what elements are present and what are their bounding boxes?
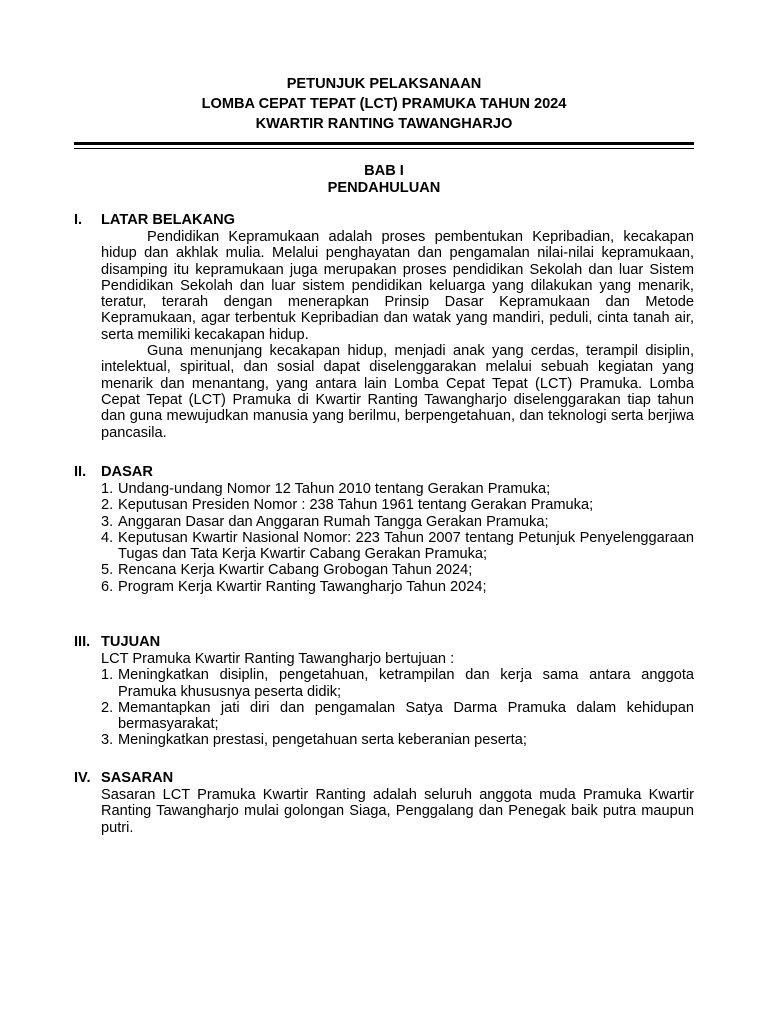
- list-item: 2. Keputusan Presiden Nomor : 238 Tahun 1961 tentang Gerakan Pramuka;: [101, 497, 594, 514]
- chapter-title: BAB I: [364, 163, 404, 179]
- section-sasaran: [74, 770, 694, 836]
- paragraph: Guna menunjang kecakapan hidup, menjadi anak yang cerdas, terampil disiplin, intelektual, spiritual, dan sosial dapat diselenggarakan melalui sebuah kegiatan yang menarik dan menantang, yang antara lain Lomba Cepat Tepat (LCT) Pramuka. Lomba Cepat Tepat (LCT) Pramuka di Kwartir Ranting Tawangharjo diselenggarakan tiap tahun dan guna mewujudkan manusia yang berilmu, berpengetahuan, dan teknologi serta berjiwa pancasila.: [101, 343, 694, 441]
- section-title: SASARAN: [101, 770, 174, 786]
- section-body: [101, 229, 694, 441]
- section-body: [101, 651, 694, 749]
- header-organization: KWARTIR RANTING TAWANGHARJO: [255, 116, 513, 132]
- list-item: 3. Anggaran Dasar dan Anggaran Rumah Tangga Gerakan Pramuka;: [101, 513, 549, 530]
- section-number: II.: [74, 464, 87, 480]
- list-item: 1. Meningkatkan disiplin, pengetahuan, ketrampilan dan kerja sama antara anggota Pramuka khususnya peserta didik;: [101, 667, 694, 700]
- header-rule-thin: [74, 148, 694, 149]
- section-intro: LCT Pramuka Kwartir Ranting Tawangharjo bertujuan :: [101, 651, 455, 667]
- numbered-list: [101, 667, 694, 748]
- list-item: 5. Rencana Kerja Kwartir Cabang Grobogan Tahun 2024;: [101, 562, 473, 579]
- section-body: [101, 787, 694, 836]
- section-latar-belakang: [74, 212, 694, 441]
- paragraph: Sasaran LCT Pramuka Kwartir Ranting adalah seluruh anggota muda Pramuka Kwartir Ranting Tawangharjo mulai golongan Siaga, Penggalang dan Penegak baik putra maupun putri.: [101, 787, 694, 836]
- section-heading: [74, 212, 694, 229]
- chapter-subtitle: PENDAHULUAN: [327, 180, 441, 196]
- list-item: 1. Undang-undang Nomor 12 Tahun 2010 tentang Gerakan Pramuka;: [101, 481, 551, 497]
- list-item: 6. Program Kerja Kwartir Ranting Tawangharjo Tahun 2024;: [101, 578, 487, 595]
- document-header: [74, 74, 694, 134]
- list-item: 3. Meningkatkan prestasi, pengetahuan serta keberanian peserta;: [101, 732, 527, 749]
- section-title: DASAR: [101, 464, 153, 480]
- section-tujuan: [74, 634, 694, 749]
- numbered-list: [101, 481, 694, 595]
- section-title: LATAR BELAKANG: [101, 212, 236, 228]
- section-body: [101, 481, 694, 595]
- section-heading: [74, 770, 694, 787]
- section-number: I.: [74, 212, 83, 228]
- section-dasar: [74, 464, 694, 595]
- section-heading: [74, 634, 694, 651]
- list-item: 2. Memantapkan jati diri dan pengamalan Satya Darma Pramuka dalam kehidupan bermasyarakat;: [101, 699, 694, 733]
- section-heading: [74, 464, 694, 481]
- section-title: TUJUAN: [101, 634, 161, 650]
- list-item: 4. Keputusan Kwartir Nasional Nomor: 223 Tahun 2007 tentang Petunjuk Penyelenggaraan Tugas dan Tata Kerja Kwartir Cabang Gerakan Pramuka;: [101, 529, 694, 563]
- header-event: LOMBA CEPAT TEPAT (LCT) PRAMUKA TAHUN 2024: [201, 96, 567, 112]
- header-rule-thick: [74, 142, 694, 145]
- chapter-heading: [74, 163, 694, 197]
- section-number: IV.: [74, 770, 91, 786]
- header-title: PETUNJUK PELAKSANAAN: [286, 76, 482, 92]
- section-number: III.: [74, 634, 91, 650]
- paragraph: Pendidikan Kepramukaan adalah proses pembentukan Kepribadian, kecakapan hidup dan akhlak mulia. Melalui penghayatan dan pengamalan nilai-nilai kepramukaan, disamping itu kepramukaan juga merupakan proses pendidikan Sekolah dan luar Sistem Pendidikan Sekolah dan luar sistem pendidikan keluarga yang dilakukan yang menarik, teratur, terarah dengan menerapkan Prinsip Dasar Kepramukaan dan Metode Kepramukaan, agar terbentuk Kepribadian dan watak yang mandiri, peduli, cinta tanah air, serta memiliki kecakapan hidup.: [101, 229, 694, 343]
